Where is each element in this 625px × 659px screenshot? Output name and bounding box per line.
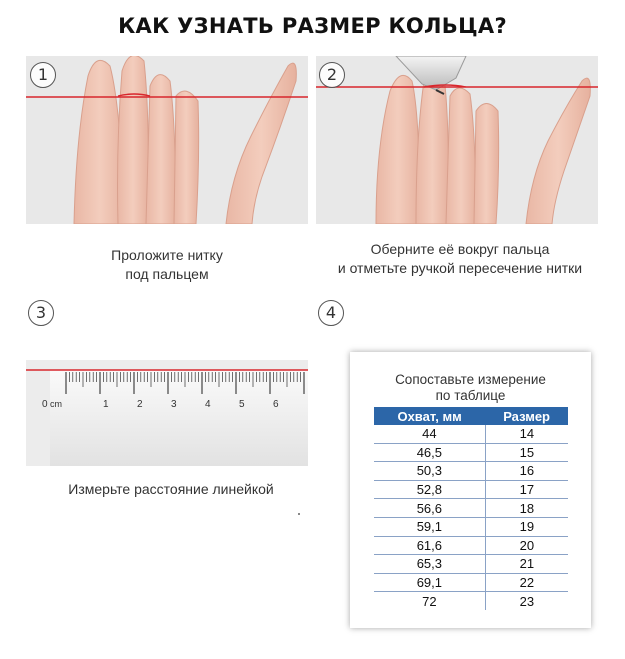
ruler-tick-label: 5: [239, 399, 245, 410]
table-row: [374, 517, 568, 536]
step1-photo-hand-with-thread: [26, 56, 308, 224]
cell-size: 21: [486, 555, 568, 574]
table-row: [374, 425, 568, 443]
cell-size: 18: [486, 499, 568, 518]
cell-size: 19: [486, 517, 568, 536]
table-row: [374, 536, 568, 555]
ring-size-table: [374, 407, 568, 610]
size-table-card: [350, 352, 591, 628]
ruler-tick-label: 1: [103, 399, 109, 410]
step1-caption-line-2: под пальцем: [125, 266, 209, 282]
cell-size: 20: [486, 536, 568, 555]
step1-caption-line-1: Проложите нитку: [111, 247, 223, 263]
step3-caption: [26, 480, 316, 499]
step-number-1: 1: [30, 62, 56, 88]
ruler-tick-label: 6: [273, 399, 279, 410]
step2-photo-hand-with-pen: [316, 56, 598, 224]
table-intro-line-1: Сопоставьте измерение: [395, 372, 546, 387]
page-title: КАК УЗНАТЬ РАЗМЕР КОЛЬЦА?: [118, 14, 507, 38]
table-row: [374, 480, 568, 499]
cell-circumference: 56,6: [374, 499, 486, 518]
cell-circumference: 50,3: [374, 462, 486, 481]
stray-dot: [298, 513, 300, 515]
table-row: [374, 443, 568, 462]
step-number-4: 4: [318, 300, 344, 326]
ruler-illustration: [26, 360, 308, 466]
cell-size: 23: [519, 593, 535, 609]
ruler-unit-label: cm: [50, 399, 62, 409]
cell-circumference: 65,3: [374, 555, 486, 574]
cell-size: 16: [486, 462, 568, 481]
cell-size: 14: [486, 425, 568, 443]
ruler-body: [50, 370, 308, 466]
table-row: [374, 555, 568, 574]
ruler-tick-label: 3: [171, 399, 177, 410]
ruler-tick-label: 4: [205, 399, 211, 410]
ruler-photo: [26, 360, 308, 466]
cell-size: 17: [486, 480, 568, 499]
ruler-tick-label: 0: [42, 399, 48, 410]
hand-illustration-2: [316, 56, 598, 224]
table-row: [374, 592, 568, 610]
cell-size: 15: [486, 443, 568, 462]
header-size: Размер: [486, 407, 568, 425]
header-circumference: Охват, мм: [374, 407, 486, 425]
step2-caption-line-2: и отметьте ручкой пересечение нитки: [337, 260, 583, 276]
table-header-row: [374, 407, 568, 425]
step2-caption: [300, 240, 620, 278]
cell-circumference: 52,8: [374, 480, 486, 499]
cell-size: 22: [486, 573, 568, 592]
table-row: [374, 499, 568, 518]
ruler-tick-label: 2: [137, 399, 143, 410]
cell-circumference: 72: [374, 592, 486, 610]
table-row: [374, 573, 568, 592]
step3-caption-line-1: Измерьте расстояние линейкой: [68, 481, 274, 497]
cell-circumference: 59,1: [374, 517, 486, 536]
table-row: [374, 462, 568, 481]
cell-circumference: 44: [374, 425, 486, 443]
step2-caption-line-1: Оберните её вокруг пальца: [370, 241, 550, 257]
step-number-3: 3: [28, 300, 54, 326]
table-intro-line-2: по таблице: [435, 388, 506, 403]
cell-circumference: 61,6: [374, 536, 486, 555]
cell-circumference: 69,1: [374, 573, 486, 592]
step1-caption: [26, 246, 308, 284]
cell-circumference: 46,5: [374, 443, 486, 462]
hand-illustration-1: [26, 56, 308, 224]
step-number-2: 2: [319, 62, 345, 88]
